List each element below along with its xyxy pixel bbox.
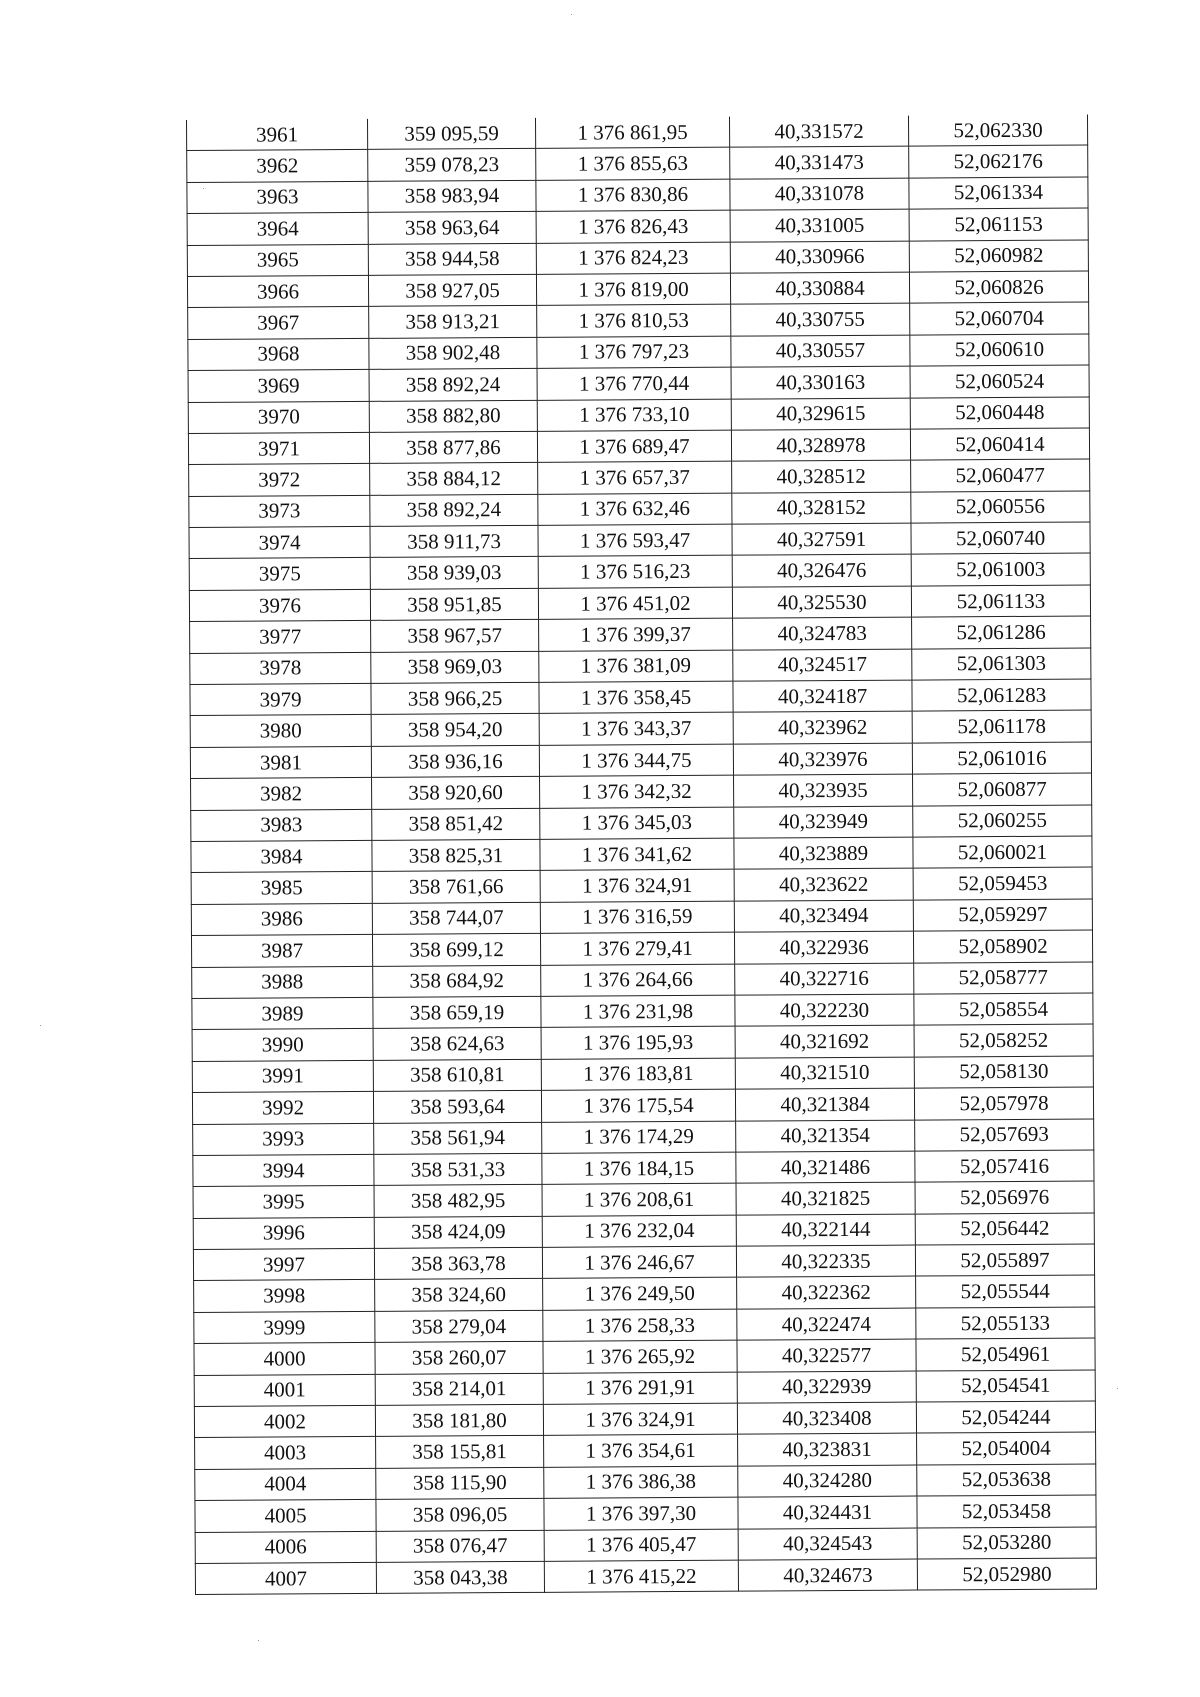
x-coordinate-cell: 358 927,05: [368, 274, 536, 306]
point-number-cell: 3992: [192, 1091, 373, 1123]
longitude-cell: 40,323976: [733, 743, 912, 775]
point-number-cell: 3969: [188, 370, 369, 402]
x-coordinate-cell: 358 967,57: [371, 620, 539, 652]
x-coordinate-cell: 358 181,80: [375, 1404, 543, 1436]
x-coordinate-cell: 358 363,78: [374, 1247, 542, 1279]
x-coordinate-cell: 358 624,63: [373, 1028, 541, 1060]
latitude-cell: 52,054244: [916, 1401, 1095, 1433]
x-coordinate-cell: 358 279,04: [375, 1310, 543, 1342]
longitude-cell: 40,321486: [736, 1151, 915, 1183]
longitude-cell: 40,323962: [733, 711, 912, 743]
latitude-cell: 52,056976: [915, 1181, 1094, 1213]
y-coordinate-cell: 1 376 381,09: [539, 650, 733, 683]
longitude-cell: 40,331078: [730, 178, 909, 210]
longitude-cell: 40,325530: [732, 586, 911, 618]
x-coordinate-cell: 358 944,58: [368, 243, 536, 275]
y-coordinate-cell: 1 376 174,29: [542, 1121, 736, 1154]
y-coordinate-cell: 1 376 345,03: [540, 807, 734, 840]
latitude-cell: 52,060477: [911, 459, 1090, 491]
y-coordinate-cell: 1 376 830,86: [536, 179, 730, 212]
y-coordinate-cell: 1 376 593,47: [538, 524, 732, 557]
latitude-cell: 52,061286: [912, 616, 1091, 648]
x-coordinate-cell: 358 684,92: [373, 965, 541, 997]
latitude-cell: 52,054961: [916, 1338, 1095, 1370]
y-coordinate-cell: 1 376 208,61: [542, 1183, 736, 1216]
x-coordinate-cell: 358 884,12: [370, 463, 538, 495]
point-number-cell: 3985: [191, 872, 372, 904]
latitude-cell: 52,057693: [915, 1118, 1094, 1150]
point-number-cell: 4005: [195, 1500, 376, 1532]
x-coordinate-cell: 359 078,23: [368, 149, 536, 181]
longitude-cell: 40,324280: [738, 1465, 917, 1497]
y-coordinate-cell: 1 376 316,59: [540, 901, 734, 934]
latitude-cell: 52,060704: [910, 302, 1089, 334]
latitude-cell: 52,061178: [912, 710, 1091, 742]
x-coordinate-cell: 358 424,09: [374, 1216, 542, 1248]
x-coordinate-cell: 358 939,03: [370, 557, 538, 589]
point-number-cell: 3999: [194, 1311, 375, 1343]
longitude-cell: 40,322936: [734, 931, 913, 963]
point-number-cell: 4006: [195, 1531, 376, 1563]
point-number-cell: 3988: [192, 966, 373, 998]
y-coordinate-cell: 1 376 324,91: [540, 870, 734, 903]
y-coordinate-cell: 1 376 249,50: [543, 1278, 737, 1311]
longitude-cell: 40,327591: [732, 523, 911, 555]
latitude-cell: 52,054541: [916, 1370, 1095, 1402]
longitude-cell: 40,330755: [731, 303, 910, 335]
x-coordinate-cell: 358 076,47: [376, 1530, 544, 1562]
y-coordinate-cell: 1 376 354,61: [544, 1435, 738, 1468]
x-coordinate-cell: 358 892,24: [370, 494, 538, 526]
point-number-cell: 3979: [190, 683, 371, 715]
y-coordinate-cell: 1 376 797,23: [537, 336, 731, 369]
latitude-cell: 52,060610: [910, 334, 1089, 366]
point-number-cell: 3978: [190, 652, 371, 684]
point-number-cell: 4003: [195, 1437, 376, 1469]
y-coordinate-cell: 1 376 397,30: [544, 1497, 738, 1530]
point-number-cell: 3997: [193, 1248, 374, 1280]
y-coordinate-cell: 1 376 184,15: [542, 1152, 736, 1185]
latitude-cell: 52,061133: [911, 585, 1090, 617]
longitude-cell: 40,331005: [730, 209, 909, 241]
point-number-cell: 4004: [195, 1468, 376, 1500]
longitude-cell: 40,330966: [730, 241, 909, 273]
longitude-cell: 40,321384: [735, 1088, 914, 1120]
y-coordinate-cell: 1 376 415,22: [544, 1560, 738, 1593]
x-coordinate-cell: 358 966,25: [371, 682, 539, 714]
y-coordinate-cell: 1 376 824,23: [536, 242, 730, 275]
longitude-cell: 40,331473: [730, 146, 909, 178]
latitude-cell: 52,058902: [913, 930, 1092, 962]
longitude-cell: 40,322474: [737, 1308, 916, 1340]
point-number-cell: 3976: [189, 589, 370, 621]
longitude-cell: 40,322362: [737, 1277, 916, 1309]
longitude-cell: 40,321825: [736, 1182, 915, 1214]
point-number-cell: 3972: [189, 464, 370, 496]
point-number-cell: 3977: [190, 621, 371, 653]
x-coordinate-cell: 358 531,33: [374, 1153, 542, 1185]
longitude-cell: 40,321692: [735, 1025, 914, 1057]
y-coordinate-cell: 1 376 516,23: [538, 556, 732, 589]
y-coordinate-cell: 1 376 826,43: [536, 210, 730, 243]
longitude-cell: 40,324187: [733, 680, 912, 712]
latitude-cell: 52,061153: [909, 208, 1088, 240]
x-coordinate-cell: 358 744,07: [372, 902, 540, 934]
x-coordinate-cell: 358 699,12: [372, 934, 540, 966]
latitude-cell: 52,054004: [917, 1432, 1096, 1464]
point-number-cell: 3995: [193, 1186, 374, 1218]
latitude-cell: 52,059297: [913, 899, 1092, 931]
longitude-cell: 40,323935: [734, 774, 913, 806]
x-coordinate-cell: 358 877,86: [369, 431, 537, 463]
y-coordinate-cell: 1 376 344,75: [539, 744, 733, 777]
y-coordinate-cell: 1 376 405,47: [544, 1529, 738, 1562]
scan-speck: [1117, 1388, 1118, 1389]
scan-speck: [40, 1025, 41, 1026]
table-row: [195, 1558, 1096, 1595]
latitude-cell: 52,061303: [912, 648, 1091, 680]
point-number-cell: 3970: [188, 401, 369, 433]
point-number-cell: 3975: [189, 558, 370, 590]
latitude-cell: 52,057416: [915, 1150, 1094, 1182]
coordinates-table: [186, 114, 1097, 1595]
longitude-cell: 40,331572: [729, 116, 908, 148]
latitude-cell: 52,060826: [909, 271, 1088, 303]
longitude-cell: 40,321354: [736, 1120, 915, 1152]
latitude-cell: 52,060877: [913, 773, 1092, 805]
point-number-cell: 3986: [191, 903, 372, 935]
point-number-cell: 3971: [188, 432, 369, 464]
latitude-cell: 52,058130: [914, 1056, 1093, 1088]
x-coordinate-cell: 358 920,60: [372, 777, 540, 809]
x-coordinate-cell: 358 260,07: [375, 1342, 543, 1374]
y-coordinate-cell: 1 376 279,41: [540, 932, 734, 965]
x-coordinate-cell: 358 561,94: [374, 1122, 542, 1154]
y-coordinate-cell: 1 376 399,37: [539, 618, 733, 651]
longitude-cell: 40,322144: [736, 1214, 915, 1246]
point-number-cell: 3964: [187, 213, 368, 245]
point-number-cell: 3983: [191, 809, 372, 841]
y-coordinate-cell: 1 376 341,62: [540, 838, 734, 871]
point-number-cell: 4007: [195, 1562, 376, 1594]
x-coordinate-cell: 358 324,60: [375, 1279, 543, 1311]
latitude-cell: 52,061016: [912, 742, 1091, 774]
point-number-cell: 4000: [194, 1343, 375, 1375]
x-coordinate-cell: 358 851,42: [372, 808, 540, 840]
point-number-cell: 3990: [192, 1029, 373, 1061]
y-coordinate-cell: 1 376 195,93: [541, 1026, 735, 1059]
scan-speck: [571, 14, 572, 15]
latitude-cell: 52,062330: [908, 114, 1087, 146]
point-number-cell: 3982: [191, 778, 372, 810]
point-number-cell: 3996: [193, 1217, 374, 1249]
longitude-cell: 40,328512: [732, 460, 911, 492]
longitude-cell: 40,324543: [738, 1528, 917, 1560]
latitude-cell: 52,058554: [914, 993, 1093, 1025]
latitude-cell: 52,057978: [914, 1087, 1093, 1119]
x-coordinate-cell: 358 911,73: [370, 525, 538, 557]
y-coordinate-cell: 1 376 632,46: [538, 493, 732, 526]
longitude-cell: 40,328152: [732, 492, 911, 524]
y-coordinate-cell: 1 376 770,44: [537, 367, 731, 400]
y-coordinate-cell: 1 376 265,92: [543, 1340, 737, 1373]
scan-speck: [203, 188, 204, 189]
longitude-cell: 40,323889: [734, 837, 913, 869]
y-coordinate-cell: 1 376 183,81: [541, 1058, 735, 1091]
y-coordinate-cell: 1 376 175,54: [541, 1089, 735, 1122]
x-coordinate-cell: 358 902,48: [369, 337, 537, 369]
table-body: [186, 114, 1096, 1594]
y-coordinate-cell: 1 376 386,38: [544, 1466, 738, 1499]
scan-speck: [258, 1640, 259, 1641]
y-coordinate-cell: 1 376 810,53: [537, 305, 731, 338]
longitude-cell: 40,323622: [734, 868, 913, 900]
latitude-cell: 52,053458: [917, 1495, 1096, 1527]
y-coordinate-cell: 1 376 231,98: [541, 995, 735, 1028]
latitude-cell: 52,059453: [913, 867, 1092, 899]
latitude-cell: 52,053280: [917, 1527, 1096, 1559]
longitude-cell: 40,324673: [738, 1559, 917, 1591]
longitude-cell: 40,322335: [736, 1245, 915, 1277]
latitude-cell: 52,056442: [915, 1213, 1094, 1245]
x-coordinate-cell: 358 610,81: [373, 1059, 541, 1091]
point-number-cell: 3962: [187, 150, 368, 182]
x-coordinate-cell: 358 882,80: [369, 400, 537, 432]
longitude-cell: 40,323949: [734, 806, 913, 838]
point-number-cell: 3963: [187, 181, 368, 213]
y-coordinate-cell: 1 376 689,47: [537, 430, 731, 463]
y-coordinate-cell: 1 376 246,67: [542, 1246, 736, 1279]
latitude-cell: 52,055544: [916, 1275, 1095, 1307]
point-number-cell: 3967: [188, 307, 369, 339]
y-coordinate-cell: 1 376 343,37: [539, 713, 733, 746]
y-coordinate-cell: 1 376 232,04: [542, 1215, 736, 1248]
longitude-cell: 40,322939: [737, 1371, 916, 1403]
latitude-cell: 52,060021: [913, 836, 1092, 868]
longitude-cell: 40,330884: [730, 272, 909, 304]
y-coordinate-cell: 1 376 324,91: [543, 1403, 737, 1436]
x-coordinate-cell: 358 593,64: [373, 1090, 541, 1122]
longitude-cell: 40,321510: [735, 1057, 914, 1089]
point-number-cell: 4002: [194, 1405, 375, 1437]
latitude-cell: 52,062176: [909, 145, 1088, 177]
longitude-cell: 40,326476: [732, 555, 911, 587]
x-coordinate-cell: 358 155,81: [376, 1436, 544, 1468]
x-coordinate-cell: 358 115,90: [376, 1467, 544, 1499]
latitude-cell: 52,061003: [911, 553, 1090, 585]
longitude-cell: 40,329615: [731, 398, 910, 430]
point-number-cell: 3987: [191, 935, 372, 967]
point-number-cell: 3961: [186, 119, 367, 151]
x-coordinate-cell: 358 659,19: [373, 996, 541, 1028]
point-number-cell: 3973: [189, 495, 370, 527]
latitude-cell: 52,060414: [910, 428, 1089, 460]
longitude-cell: 40,330557: [731, 335, 910, 367]
x-coordinate-cell: 358 983,94: [368, 180, 536, 212]
y-coordinate-cell: 1 376 264,66: [541, 964, 735, 997]
point-number-cell: 3994: [193, 1154, 374, 1186]
latitude-cell: 52,061283: [912, 679, 1091, 711]
y-coordinate-cell: 1 376 358,45: [539, 681, 733, 714]
x-coordinate-cell: 358 214,01: [375, 1373, 543, 1405]
x-coordinate-cell: 358 482,95: [374, 1185, 542, 1217]
longitude-cell: 40,324431: [738, 1496, 917, 1528]
x-coordinate-cell: 358 913,21: [369, 306, 537, 338]
x-coordinate-cell: 359 095,59: [367, 118, 535, 150]
latitude-cell: 52,055133: [916, 1307, 1095, 1339]
x-coordinate-cell: 358 892,24: [369, 368, 537, 400]
x-coordinate-cell: 358 096,05: [376, 1499, 544, 1531]
latitude-cell: 52,058252: [914, 1024, 1093, 1056]
y-coordinate-cell: 1 376 861,95: [535, 117, 729, 149]
y-coordinate-cell: 1 376 291,91: [543, 1372, 737, 1405]
point-number-cell: 3965: [187, 244, 368, 276]
longitude-cell: 40,324517: [733, 649, 912, 681]
point-number-cell: 3989: [192, 997, 373, 1029]
x-coordinate-cell: 358 936,16: [371, 745, 539, 777]
y-coordinate-cell: 1 376 451,02: [538, 587, 732, 620]
x-coordinate-cell: 358 951,85: [370, 588, 538, 620]
x-coordinate-cell: 358 825,31: [372, 839, 540, 871]
point-number-cell: 3993: [193, 1123, 374, 1155]
point-number-cell: 3980: [190, 715, 371, 747]
longitude-cell: 40,323494: [734, 900, 913, 932]
latitude-cell: 52,060524: [910, 365, 1089, 397]
x-coordinate-cell: 358 963,64: [368, 212, 536, 244]
longitude-cell: 40,324783: [733, 617, 912, 649]
x-coordinate-cell: 358 954,20: [371, 714, 539, 746]
y-coordinate-cell: 1 376 819,00: [536, 273, 730, 306]
point-number-cell: 4001: [194, 1374, 375, 1406]
longitude-cell: 40,323408: [737, 1402, 916, 1434]
longitude-cell: 40,323831: [738, 1433, 917, 1465]
longitude-cell: 40,328978: [731, 429, 910, 461]
y-coordinate-cell: 1 376 733,10: [537, 399, 731, 432]
longitude-cell: 40,330163: [731, 366, 910, 398]
point-number-cell: 3984: [191, 840, 372, 872]
latitude-cell: 52,052980: [917, 1558, 1096, 1590]
latitude-cell: 52,058777: [914, 962, 1093, 994]
y-coordinate-cell: 1 376 342,32: [540, 775, 734, 808]
latitude-cell: 52,061334: [909, 177, 1088, 209]
latitude-cell: 52,060255: [913, 805, 1092, 837]
longitude-cell: 40,322230: [735, 994, 914, 1026]
latitude-cell: 52,060556: [911, 491, 1090, 523]
longitude-cell: 40,322577: [737, 1339, 916, 1371]
latitude-cell: 52,060740: [911, 522, 1090, 554]
point-number-cell: 3974: [189, 526, 370, 558]
point-number-cell: 3991: [192, 1060, 373, 1092]
y-coordinate-cell: 1 376 657,37: [538, 461, 732, 494]
point-number-cell: 3981: [190, 746, 371, 778]
longitude-cell: 40,322716: [735, 963, 914, 995]
y-coordinate-cell: 1 376 855,63: [536, 148, 730, 181]
x-coordinate-cell: 358 761,66: [372, 871, 540, 903]
latitude-cell: 52,053638: [917, 1464, 1096, 1496]
x-coordinate-cell: 358 969,03: [371, 651, 539, 683]
point-number-cell: 3998: [194, 1280, 375, 1312]
latitude-cell: 52,060448: [910, 397, 1089, 429]
point-number-cell: 3968: [188, 338, 369, 370]
latitude-cell: 52,055897: [915, 1244, 1094, 1276]
point-number-cell: 3966: [187, 275, 368, 307]
latitude-cell: 52,060982: [909, 240, 1088, 272]
x-coordinate-cell: 358 043,38: [376, 1561, 544, 1593]
y-coordinate-cell: 1 376 258,33: [543, 1309, 737, 1342]
